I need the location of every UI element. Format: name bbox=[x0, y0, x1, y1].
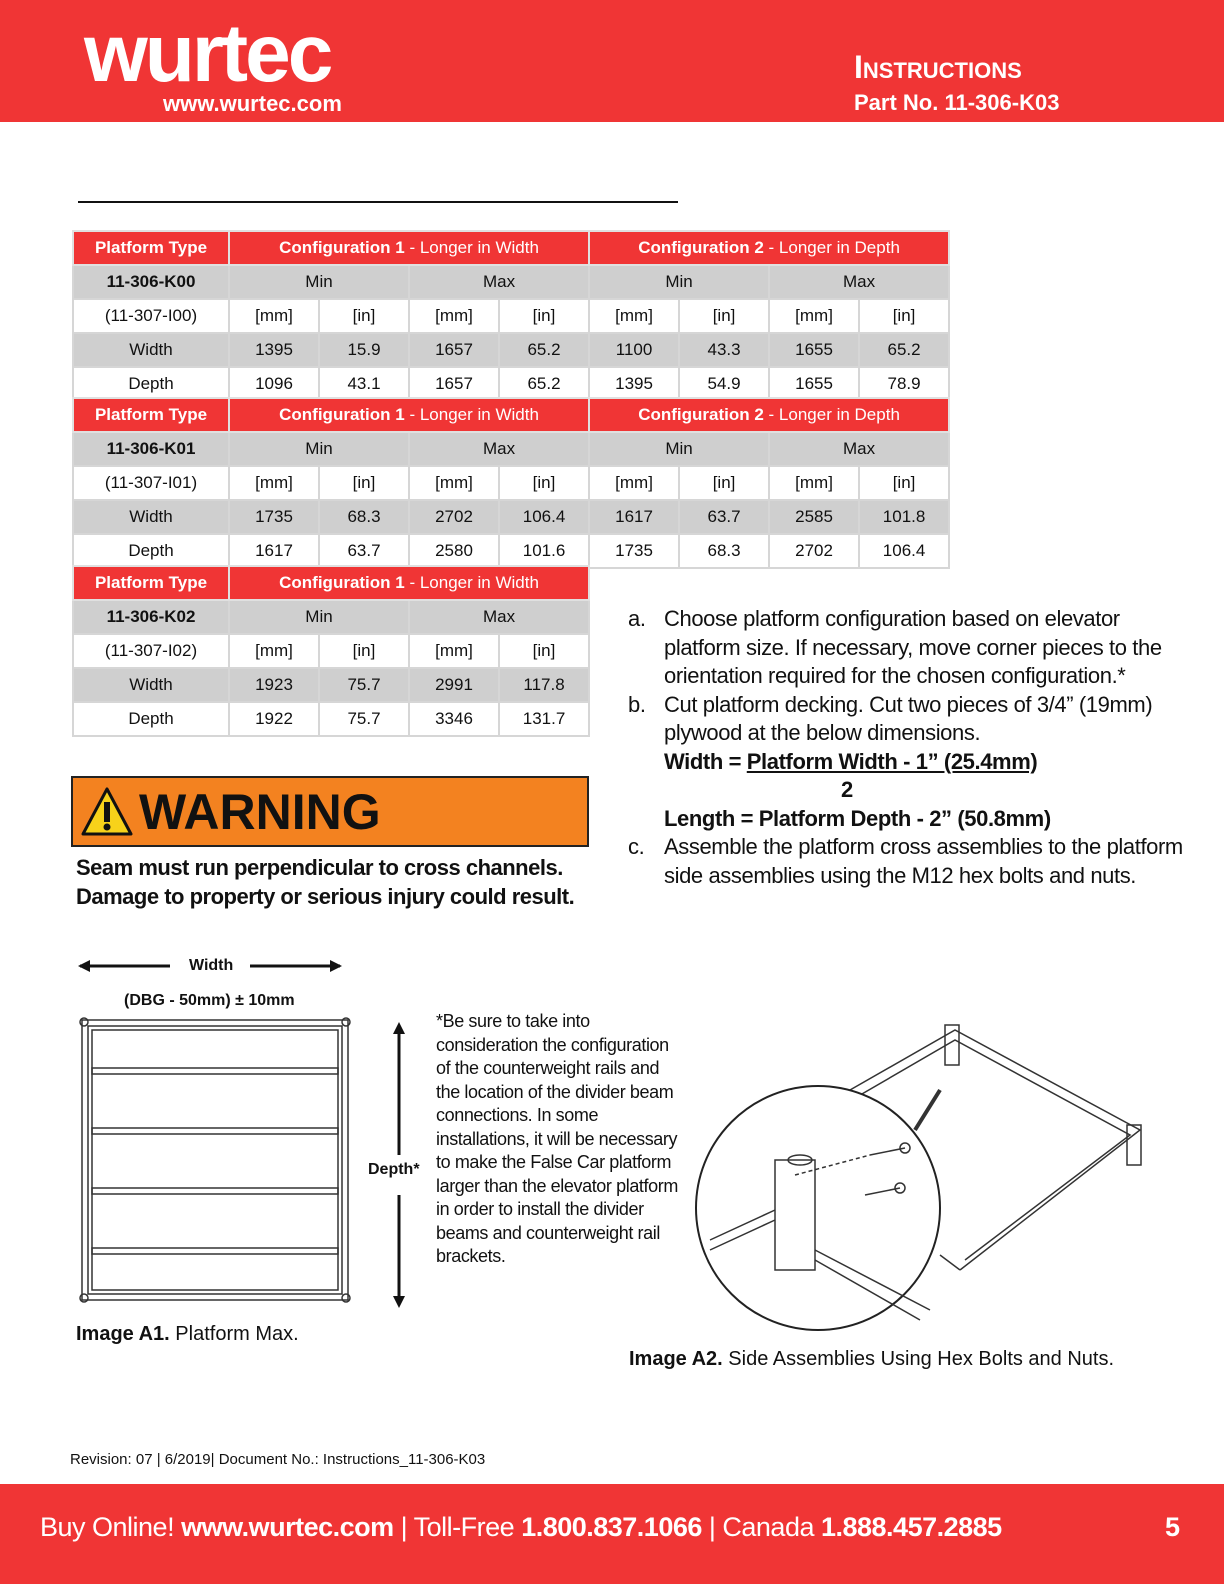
min-header: Min bbox=[229, 265, 409, 299]
caption-a1 bbox=[76, 1322, 299, 1346]
value-cell: 75.7 bbox=[319, 668, 409, 702]
max-header: Max bbox=[769, 265, 949, 299]
min-header: Min bbox=[589, 265, 769, 299]
max-header: Max bbox=[409, 265, 589, 299]
table-row bbox=[73, 265, 949, 299]
step-letter: b. bbox=[628, 691, 646, 717]
row-label: Width bbox=[73, 500, 229, 534]
table-row bbox=[73, 600, 589, 634]
warning-triangle-icon bbox=[81, 786, 133, 838]
value-cell: 43.1 bbox=[319, 367, 409, 401]
unit-cell: [in] bbox=[679, 466, 769, 500]
value-cell: 1657 bbox=[409, 333, 499, 367]
alt-model-number: (11-307-I02) bbox=[73, 634, 229, 668]
part-number: Part No. 11-306-K03 bbox=[854, 90, 1060, 115]
value-cell: 2580 bbox=[409, 534, 499, 568]
min-header: Min bbox=[589, 432, 769, 466]
value-cell: 63.7 bbox=[319, 534, 409, 568]
page-header bbox=[0, 0, 1224, 122]
platform-frame bbox=[80, 1018, 350, 1302]
table-row bbox=[73, 500, 949, 534]
row-label: Depth bbox=[73, 534, 229, 568]
config2-header: Configuration 2 - Longer in Depth bbox=[589, 398, 949, 432]
table-row bbox=[73, 432, 949, 466]
unit-cell: [mm] bbox=[409, 634, 499, 668]
platform-type-header: Platform Type bbox=[73, 398, 229, 432]
step-text: Choose platform configuration based on elevator platform size. If necessary, move corner pieces to the orientation required for the chosen configuration.* bbox=[664, 606, 1162, 688]
value-cell: 75.7 bbox=[319, 702, 409, 736]
step-a bbox=[628, 605, 1188, 691]
unit-cell: [mm] bbox=[229, 634, 319, 668]
value-cell: 1657 bbox=[409, 367, 499, 401]
unit-cell: [in] bbox=[319, 634, 409, 668]
table-header-row bbox=[73, 566, 589, 600]
value-cell: 1655 bbox=[769, 333, 859, 367]
value-cell: 117.8 bbox=[499, 668, 589, 702]
instruction-steps bbox=[628, 605, 1188, 890]
value-cell: 1096 bbox=[229, 367, 319, 401]
model-number: 11-306-K01 bbox=[73, 432, 229, 466]
table-row bbox=[73, 702, 589, 736]
value-cell: 43.3 bbox=[679, 333, 769, 367]
table-row bbox=[73, 367, 949, 401]
warning-text: Seam must run perpendicular to cross channels. Damage to property or serious injury could result. bbox=[76, 855, 575, 909]
unit-cell: [in] bbox=[679, 299, 769, 333]
value-cell: 65.2 bbox=[499, 333, 589, 367]
min-header: Min bbox=[229, 600, 409, 634]
caption-label: Image A2. bbox=[629, 1348, 723, 1370]
tollfree-number[interactable]: 1.800.837.1066 bbox=[521, 1512, 702, 1542]
row-label: Depth bbox=[73, 702, 229, 736]
platform-type-header: Platform Type bbox=[73, 231, 229, 265]
max-header: Max bbox=[769, 432, 949, 466]
footer-website-link[interactable]: www.wurtec.com bbox=[181, 1512, 394, 1542]
warning-title: WARNING bbox=[139, 784, 381, 840]
value-cell: 1735 bbox=[229, 500, 319, 534]
warning-banner bbox=[71, 776, 589, 847]
value-cell: 2585 bbox=[769, 500, 859, 534]
platform-type-header: Platform Type bbox=[73, 566, 229, 600]
table-row bbox=[73, 333, 949, 367]
value-cell: 54.9 bbox=[679, 367, 769, 401]
unit-cell: [mm] bbox=[229, 466, 319, 500]
unit-cell: [mm] bbox=[589, 299, 679, 333]
caption-a2 bbox=[629, 1347, 1114, 1371]
unit-cell: [mm] bbox=[769, 299, 859, 333]
canada-label: | Canada bbox=[701, 1512, 821, 1542]
table-row bbox=[73, 634, 589, 668]
value-cell: 1922 bbox=[229, 702, 319, 736]
revision-info: Revision: 07 | 6/2019| Document No.: Instructions_11-306-K03 bbox=[70, 1451, 486, 1468]
value-cell: 15.9 bbox=[319, 333, 409, 367]
alt-model-number: (11-307-I01) bbox=[73, 466, 229, 500]
config2-header: Configuration 2 - Longer in Depth bbox=[589, 231, 949, 265]
width-label: Width bbox=[189, 957, 234, 974]
alt-model-number: (11-307-I00) bbox=[73, 299, 229, 333]
config1-header: Configuration 1 - Longer in Width bbox=[229, 231, 589, 265]
value-cell: 68.3 bbox=[679, 534, 769, 568]
spec-table-11-306-K00 bbox=[72, 230, 950, 402]
doc-title: Instructions bbox=[854, 49, 1022, 85]
caption-text: Side Assemblies Using Hex Bolts and Nuts. bbox=[722, 1348, 1115, 1370]
value-cell: 101.8 bbox=[859, 500, 949, 534]
buy-online-label: Buy Online! bbox=[40, 1512, 182, 1542]
caption-label: Image A1. bbox=[76, 1323, 170, 1345]
unit-cell: [in] bbox=[499, 466, 589, 500]
value-cell: 1395 bbox=[589, 367, 679, 401]
spec-table-11-306-K01 bbox=[72, 397, 950, 569]
wurtec-logo: wurtec bbox=[84, 8, 331, 99]
model-number: 11-306-K00 bbox=[73, 265, 229, 299]
footer-contact bbox=[40, 1512, 1002, 1543]
value-cell: 1923 bbox=[229, 668, 319, 702]
table-header-row bbox=[73, 398, 949, 432]
min-header: Min bbox=[229, 432, 409, 466]
unit-cell: [mm] bbox=[589, 466, 679, 500]
website-url[interactable]: www.wurtec.com bbox=[163, 91, 342, 116]
value-cell: 1617 bbox=[229, 534, 319, 568]
configuration-note: *Be sure to take into consideration the configuration of the counterweight rails and the location of the divider beam connections. In some installations, it will be necessary to make the False Car platform larger than the elevator platform in order to install the divider beams and counterweight rail brackets. bbox=[436, 1011, 678, 1266]
row-label: Width bbox=[73, 333, 229, 367]
table-row bbox=[73, 668, 589, 702]
page-number: 5 bbox=[1165, 1512, 1181, 1542]
table-header-row bbox=[73, 231, 949, 265]
step-b bbox=[628, 691, 1188, 834]
formula-width: Platform Width - 1” (25.4mm) bbox=[746, 748, 1038, 774]
unit-cell: [in] bbox=[499, 634, 589, 668]
unit-cell: [in] bbox=[859, 299, 949, 333]
spec-table-11-306-K02 bbox=[72, 565, 590, 737]
step-letter: a. bbox=[628, 606, 646, 631]
value-cell: 2991 bbox=[409, 668, 499, 702]
unit-cell: [mm] bbox=[229, 299, 319, 333]
table-row bbox=[73, 466, 949, 500]
unit-cell: [in] bbox=[319, 466, 409, 500]
divider-line bbox=[78, 201, 678, 203]
row-label: Depth bbox=[73, 367, 229, 401]
value-cell: 101.6 bbox=[499, 534, 589, 568]
value-cell: 131.7 bbox=[499, 702, 589, 736]
step-text: Assemble the platform cross assemblies to the platform side assemblies using the M12 hex bolts and nuts. bbox=[664, 834, 1183, 888]
value-cell: 63.7 bbox=[679, 500, 769, 534]
dbg-label: (DBG - 50mm) ± 10mm bbox=[124, 992, 295, 1009]
tollfree-label: | Toll-Free bbox=[393, 1512, 522, 1542]
value-cell: 1395 bbox=[229, 333, 319, 367]
value-cell: 68.3 bbox=[319, 500, 409, 534]
formula-length: Length = Platform Depth - 2” (50.8mm) bbox=[664, 805, 1051, 831]
value-cell: 106.4 bbox=[859, 534, 949, 568]
config1-header: Configuration 1 - Longer in Width bbox=[229, 566, 589, 600]
page-footer bbox=[0, 1484, 1224, 1584]
max-header: Max bbox=[409, 432, 589, 466]
max-header: Max bbox=[409, 600, 589, 634]
unit-cell: [mm] bbox=[409, 299, 499, 333]
value-cell: 1617 bbox=[589, 500, 679, 534]
unit-cell: [in] bbox=[859, 466, 949, 500]
value-cell: 1655 bbox=[769, 367, 859, 401]
caption-text: Platform Max. bbox=[169, 1323, 299, 1345]
value-cell: 106.4 bbox=[499, 500, 589, 534]
side-assembly-diagram bbox=[690, 1020, 1150, 1340]
step-text: Cut platform decking. Cut two pieces of 3/4” (19mm) plywood at the below dimensions. bbox=[664, 691, 1153, 745]
value-cell: 65.2 bbox=[499, 367, 589, 401]
unit-cell: [in] bbox=[319, 299, 409, 333]
formula-divisor: 2 bbox=[841, 777, 853, 802]
value-cell: 65.2 bbox=[859, 333, 949, 367]
model-number: 11-306-K02 bbox=[73, 600, 229, 634]
canada-number[interactable]: 1.888.457.2885 bbox=[820, 1512, 1002, 1542]
unit-cell: [mm] bbox=[769, 466, 859, 500]
value-cell: 2702 bbox=[769, 534, 859, 568]
depth-label: Depth* bbox=[368, 1161, 420, 1178]
detail-circle bbox=[696, 1086, 940, 1330]
unit-cell: [mm] bbox=[409, 466, 499, 500]
table-row bbox=[73, 534, 949, 568]
formula-width-label: Width = bbox=[664, 748, 747, 774]
value-cell: 1100 bbox=[589, 333, 679, 367]
step-c bbox=[628, 833, 1188, 890]
value-cell: 2702 bbox=[409, 500, 499, 534]
table-row bbox=[73, 299, 949, 333]
row-label: Width bbox=[73, 668, 229, 702]
value-cell: 78.9 bbox=[859, 367, 949, 401]
config1-header: Configuration 1 - Longer in Width bbox=[229, 398, 589, 432]
value-cell: 1735 bbox=[589, 534, 679, 568]
value-cell: 3346 bbox=[409, 702, 499, 736]
unit-cell: [in] bbox=[499, 299, 589, 333]
step-letter: c. bbox=[628, 834, 645, 859]
